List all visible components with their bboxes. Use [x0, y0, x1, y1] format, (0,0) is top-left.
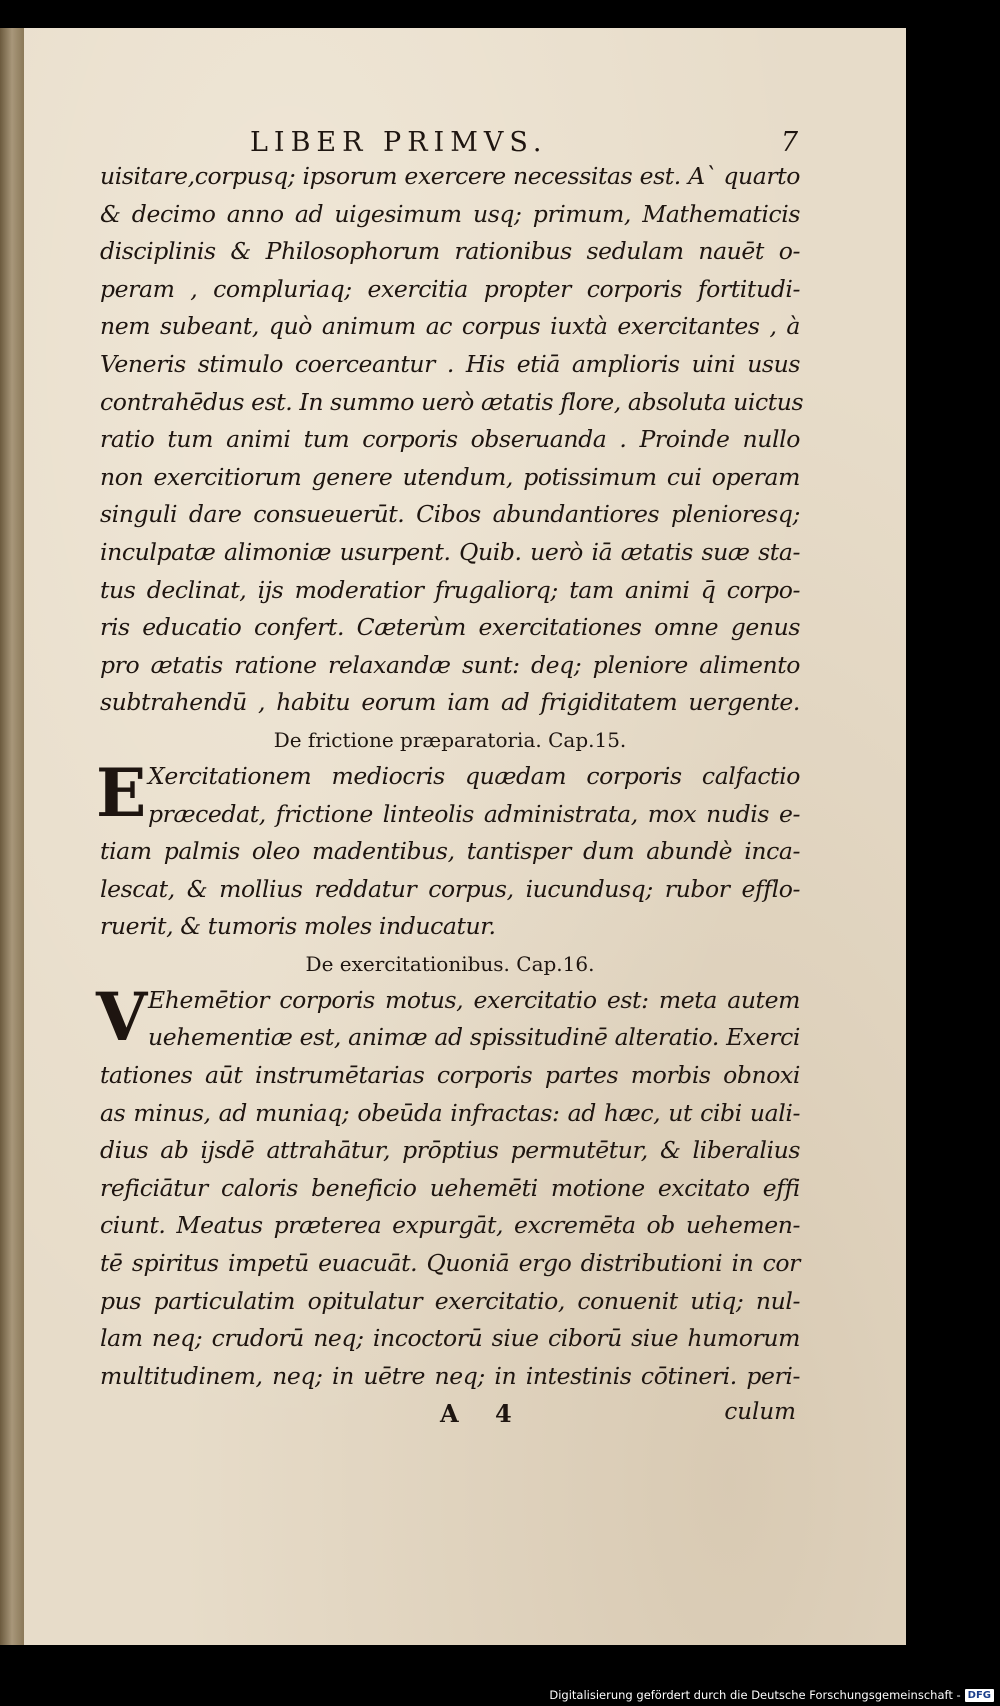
text-block: [96, 116, 804, 1437]
text-line: uisitare,corpusq; ipsorum exercere necessitas est. A` quarto: [100, 162, 800, 190]
text-line: subtrahendū , habitu eorum iam ad frigiditatem uergente.: [100, 688, 800, 717]
text-line: multitudinem, neq; in uētre neq; in intestinis cōtineri. peri-: [100, 1361, 800, 1390]
credit-text: Digitalisierung gefördert durch die Deutsche Forschungsgemeinschaft -: [549, 1688, 961, 1702]
text-line: Ehemētior corporis motus, exercitatio est: meta autem: [148, 985, 800, 1014]
text-line: Veneris stimulo coerceantur . His etiā amplioris uini usus: [100, 349, 800, 378]
text-line: dius ab ijsdē attrahātur, prōptius permutētur, & liberalius: [100, 1136, 800, 1165]
text-line: singuli dare consueuerūt. Cibos abundantiores plenioresq;: [100, 500, 800, 529]
drop-cap-initial: E: [96, 753, 147, 832]
text-line: pro ætatis ratione relaxandæ sunt: deq; pleniore alimento: [100, 650, 800, 679]
text-line: ciunt. Meatus præterea expurgāt, excremēta ob uehemen-: [100, 1211, 800, 1240]
signature-mark: A 4: [440, 1399, 526, 1429]
text-line: reficiātur caloris beneficio uehemēti motione excitato effi: [100, 1173, 800, 1202]
chapter-16-paragraph: [96, 977, 800, 1396]
text-line: pus particulatim opitulatur exercitatio, conuenit utiq; nul-: [100, 1286, 800, 1315]
text-line: tiam palmis oleo madentibus, tantisper dum abundè inca-: [100, 837, 800, 866]
text-line: tē spiritus impetū euacuāt. Quoniā ergo distributioni in cor: [100, 1249, 800, 1278]
text-line: præcedat, frictione linteolis administrata, mox nudis e-: [148, 799, 800, 828]
page-footer: [100, 1399, 800, 1437]
running-head: [100, 116, 800, 158]
text-line: as minus, ad muniaq; obeūda infractas: ad hæc, ut cibi uali-: [100, 1098, 800, 1127]
text-line: Xercitationem mediocris quædam corporis calfactio: [148, 761, 800, 790]
running-head-title: LIBER PRIMVS.: [250, 127, 548, 158]
text-line: inculpatæ alimoniæ usurpent. Quib. uerò iā ætatis suæ sta-: [100, 537, 800, 566]
text-line: tus declinat, ijs moderatior frugaliorq; tam animi q̄ corpo-: [100, 575, 800, 604]
chapter-15-heading: De frictione præparatoria. Cap.15.: [273, 727, 627, 752]
chapter-16-heading: De exercitationibus. Cap.16.: [305, 951, 595, 976]
page-number: 7: [780, 127, 798, 158]
section-one: [100, 158, 804, 722]
text-line: lescat, & mollius reddatur corpus, iucundusq; rubor efflo-: [100, 874, 800, 903]
text-line: ruerit, & tumoris moles inducatur.: [100, 912, 496, 941]
text-line: peram , compluriaq; exercitia propter corporis fortitudi-: [100, 274, 800, 303]
book-page: [24, 28, 906, 1645]
book-edge: [0, 28, 24, 1645]
text-line: uehementiæ est, animæ ad spissitudinē alteratio. Exerci: [148, 1023, 800, 1052]
text-line: ratio tum animi tum corporis obseruanda . Proinde nullo: [100, 425, 800, 454]
text-line: nem subeant, quò animum ac corpus iuxtà exercitantes , à: [100, 312, 800, 341]
text-line: non exercitiorum genere utendum, potissimum cui operam: [100, 462, 800, 491]
text-line: disciplinis & Philosophorum rationibus sedulam nauēt o-: [100, 237, 800, 266]
text-line: tationes aūt instrumētarias corporis partes morbis obnoxi: [100, 1061, 800, 1090]
chapter-15-paragraph: [96, 753, 800, 946]
text-line: lam neq; crudorū neq; incoctorū siue ciborū siue humorum: [100, 1324, 800, 1353]
text-line: ris educatio confert. Cæterùm exercitationes omne genus: [100, 613, 800, 642]
digitization-credit: [549, 1688, 994, 1702]
text-line: & decimo anno ad uigesimum usq; primum, Mathematicis: [100, 199, 800, 228]
text-line: contrahēdus est. In summo uerò ætatis flore, absoluta uictus: [100, 387, 804, 416]
dfg-logo[interactable]: DFG: [965, 1689, 994, 1702]
drop-cap-initial: V: [96, 977, 148, 1056]
catchword: culum: [724, 1399, 796, 1426]
